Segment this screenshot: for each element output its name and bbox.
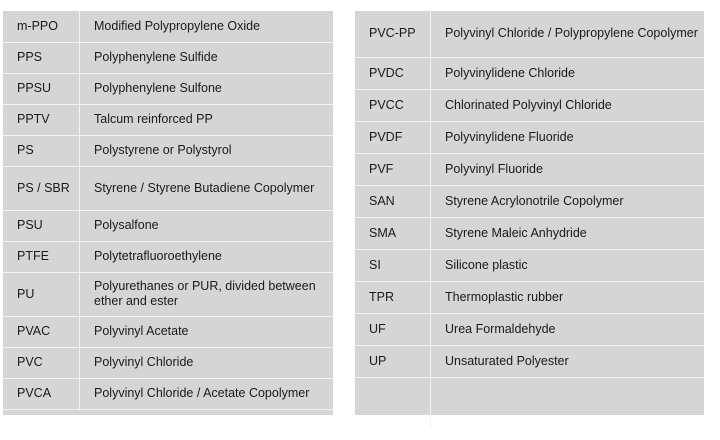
table-row bbox=[3, 241, 333, 272]
abbreviation-code: PU bbox=[3, 272, 80, 316]
abbreviation-name: Styrene Maleic Anhydride bbox=[431, 217, 705, 249]
abbreviation-name: Urea Formaldehyde bbox=[431, 313, 705, 345]
abbreviation-name: Polytetrafluoroethylene bbox=[80, 241, 334, 272]
table-row bbox=[355, 313, 704, 345]
abbreviation-code: PSU bbox=[3, 210, 80, 241]
table-row bbox=[355, 281, 704, 313]
table-row bbox=[355, 11, 704, 57]
table-row bbox=[3, 73, 333, 104]
abbreviation-code: PVC bbox=[3, 347, 80, 378]
abbreviation-code: PVF bbox=[355, 153, 431, 185]
abbreviation-code: SMA bbox=[355, 217, 431, 249]
abbreviation-name: Polyvinyl Fluoride bbox=[431, 153, 705, 185]
abbreviation-name: Polyvinyl Chloride bbox=[80, 347, 334, 378]
abbreviation-name: Polyurethanes or PUR, divided between ether and ester bbox=[80, 272, 334, 316]
abbreviation-code: m-PPO bbox=[3, 11, 80, 42]
abbreviation-name: Chlorinated Polyvinyl Chloride bbox=[431, 89, 705, 121]
table-row bbox=[3, 166, 333, 210]
abbreviation-name: Styrene Acrylonotrile Copolymer bbox=[431, 185, 705, 217]
table-row bbox=[3, 11, 333, 42]
table-row bbox=[355, 57, 704, 89]
abbreviation-name: Modified Polypropylene Oxide bbox=[80, 11, 334, 42]
abbreviation-code: PPSU bbox=[3, 73, 80, 104]
empty-cell bbox=[355, 377, 431, 429]
abbreviation-code: PS / SBR bbox=[3, 166, 80, 210]
table-row bbox=[3, 42, 333, 73]
table-row bbox=[355, 153, 704, 185]
abbreviation-name: Styrene / Styrene Butadiene Copolymer bbox=[80, 166, 334, 210]
abbreviation-code: TPR bbox=[355, 281, 431, 313]
abbreviation-code: PTFE bbox=[3, 241, 80, 272]
abbreviation-code: PVCC bbox=[355, 89, 431, 121]
empty-cell bbox=[431, 377, 705, 429]
abbreviation-code: PVAC bbox=[3, 316, 80, 347]
abbreviation-name: Polyvinylidene Chloride bbox=[431, 57, 705, 89]
abbreviation-code: SAN bbox=[355, 185, 431, 217]
abbreviation-name: Polyphenylene Sulfide bbox=[80, 42, 334, 73]
table-row bbox=[3, 135, 333, 166]
abbreviation-name: Polyvinylidene Fluoride bbox=[431, 121, 705, 153]
abbreviation-name: Polyphenylene Sulfone bbox=[80, 73, 334, 104]
abbreviation-name: Polyvinyl Chloride / Polypropylene Copolymer bbox=[431, 11, 705, 57]
table-row bbox=[3, 316, 333, 347]
table-row bbox=[355, 185, 704, 217]
abbreviation-code: PS bbox=[3, 135, 80, 166]
abbreviation-code: UF bbox=[355, 313, 431, 345]
right-abbreviation-table bbox=[355, 11, 704, 415]
abbreviation-code: PPTV bbox=[3, 104, 80, 135]
table-row bbox=[355, 217, 704, 249]
abbreviation-code: PVDF bbox=[355, 121, 431, 153]
left-abbreviation-table bbox=[3, 11, 333, 415]
abbreviation-name: Talcum reinforced PP bbox=[80, 104, 334, 135]
table-row bbox=[3, 272, 333, 316]
table-row bbox=[3, 210, 333, 241]
table-row bbox=[355, 249, 704, 281]
table-row bbox=[3, 104, 333, 135]
abbreviation-code: PVC-PP bbox=[355, 11, 431, 57]
table-row bbox=[355, 345, 704, 377]
abbreviation-name: Thermoplastic rubber bbox=[431, 281, 705, 313]
table-row bbox=[3, 378, 333, 409]
abbreviation-name: Polyvinyl Acetate bbox=[80, 316, 334, 347]
abbreviation-code: PVDC bbox=[355, 57, 431, 89]
abbreviation-code: PVCA bbox=[3, 378, 80, 409]
table-row bbox=[3, 347, 333, 378]
abbreviation-code: SI bbox=[355, 249, 431, 281]
table-row bbox=[355, 89, 704, 121]
abbreviation-name: Unsaturated Polyester bbox=[431, 345, 705, 377]
abbreviation-name: Silicone plastic bbox=[431, 249, 705, 281]
empty-row bbox=[355, 377, 704, 429]
abbreviation-name: Polysalfone bbox=[80, 210, 334, 241]
abbreviation-code: PPS bbox=[3, 42, 80, 73]
abbreviation-name: Polystyrene or Polystyrol bbox=[80, 135, 334, 166]
abbreviation-name: Polyvinyl Chloride / Acetate Copolymer bbox=[80, 378, 334, 409]
abbreviation-code: UP bbox=[355, 345, 431, 377]
table-row bbox=[355, 121, 704, 153]
